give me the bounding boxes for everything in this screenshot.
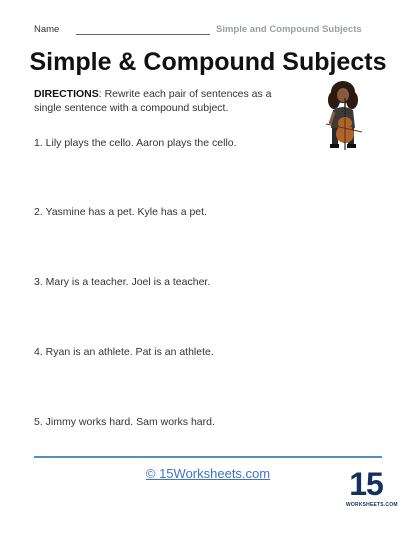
- worksheet-title: Simple & Compound Subjects: [29, 48, 387, 76]
- directions-label: DIRECTIONS: [34, 88, 99, 100]
- question-1: 1. Lily plays the cello. Aaron plays the cello.: [34, 137, 237, 149]
- footer-link[interactable]: © 15Worksheets.com: [145, 466, 271, 481]
- 15worksheets-logo: [346, 466, 398, 512]
- worksheet-topic: Simple and Compound Subjects: [216, 24, 362, 35]
- name-label: Name: [34, 24, 60, 35]
- logo-number: 15: [349, 466, 383, 502]
- footer-divider: [34, 456, 382, 458]
- question-4: 4. Ryan is an athlete. Pat is an athlete.: [34, 346, 214, 358]
- directions: [34, 87, 292, 115]
- question-2: 2. Yasmine has a pet. Kyle has a pet.: [34, 206, 207, 218]
- logo-text: WORKSHEETS.COM: [346, 502, 398, 508]
- cello-player-icon: [318, 80, 368, 152]
- directions-text: : Rewrite each pair of sentences as a single sentence with a compound subject.: [34, 88, 272, 114]
- question-5: 5. Jimmy works hard. Sam works hard.: [34, 416, 215, 428]
- name-blank-line[interactable]: [76, 34, 210, 35]
- question-3: 3. Mary is a teacher. Joel is a teacher.: [34, 276, 211, 288]
